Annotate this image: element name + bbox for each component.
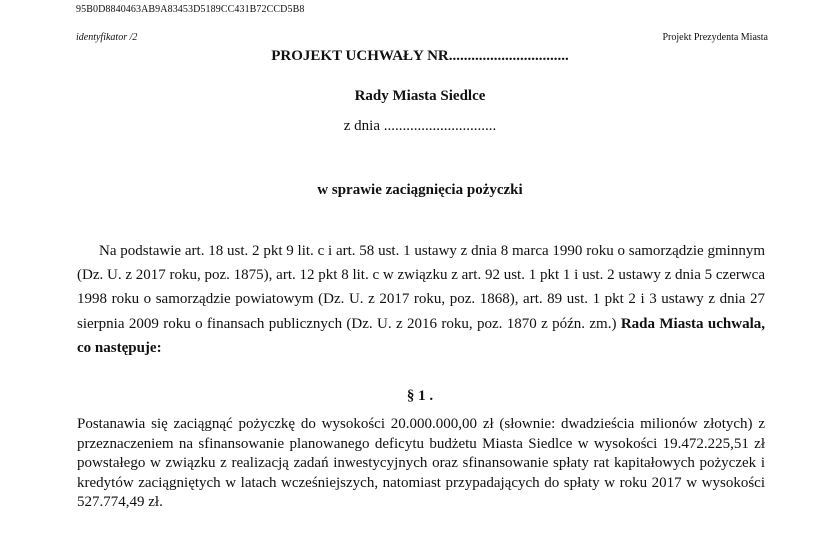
project-author-tag: Projekt Prezydenta Miasta <box>662 32 768 43</box>
document-identifier: identyfikator /2 <box>76 32 138 43</box>
section-1-heading: § 1 . <box>406 388 434 404</box>
council-name: Rady Miasta Siedlce <box>354 88 486 104</box>
resolution-title: PROJEKT UCHWAŁY NR................................ <box>271 48 569 64</box>
date-line: z dnia .............................. <box>343 118 497 134</box>
enactment-clause: Rada Miasta uchwala, co następuje: <box>77 315 765 356</box>
section-1-text: Postanawia się zaciągnąć pożyczkę do wysokości 20.000.000,00 zł (słownie: dwadzieścia milionów złotych) z przeznaczeniem na sfinansowanie planowanego deficytu budżetu Miasta Siedlce w wysokości 19.472.225,51 zł powstałego w związku z realizacją zadań inwestycyjnych oraz sfinansowanie spłaty rat kapitałowych pożyczek i kredytów zaciągniętych w latach wcześniejszych, natomiast przypadających do spłaty w roku 2017 w wysokości 527.774,49 zł. <box>77 416 765 511</box>
document-hash: 95B0D8840463AB9A83453D5189CC431B72CCD5B8 <box>76 4 305 15</box>
legal-basis-paragraph <box>77 239 765 360</box>
resolution-subject: w sprawie zaciągnięcia pożyczki <box>317 182 523 198</box>
legal-basis-text: Na podstawie art. 18 ust. 2 pkt 9 lit. c i art. 58 ust. 1 ustawy z dnia 8 marca 1990 roku o samorządzie gminnym (Dz. U. z 2017 roku, poz. 1875), art. 12 pkt 8 lit. c w związku z art. 92 ust. 1 pkt 1 i ust. 2 ustawy z dnia 5 czerwca 1998 roku o samorządzie powiatowym (Dz. U. z 2017 roku, poz. 1868), art. 89 ust. 1 pkt 2 i 3 ustawy z dnia 27 sierpnia 2009 roku o finansach publicznych (Dz. U. z 2016 roku, poz. 1870 z późn. zm.) <box>77 243 765 332</box>
